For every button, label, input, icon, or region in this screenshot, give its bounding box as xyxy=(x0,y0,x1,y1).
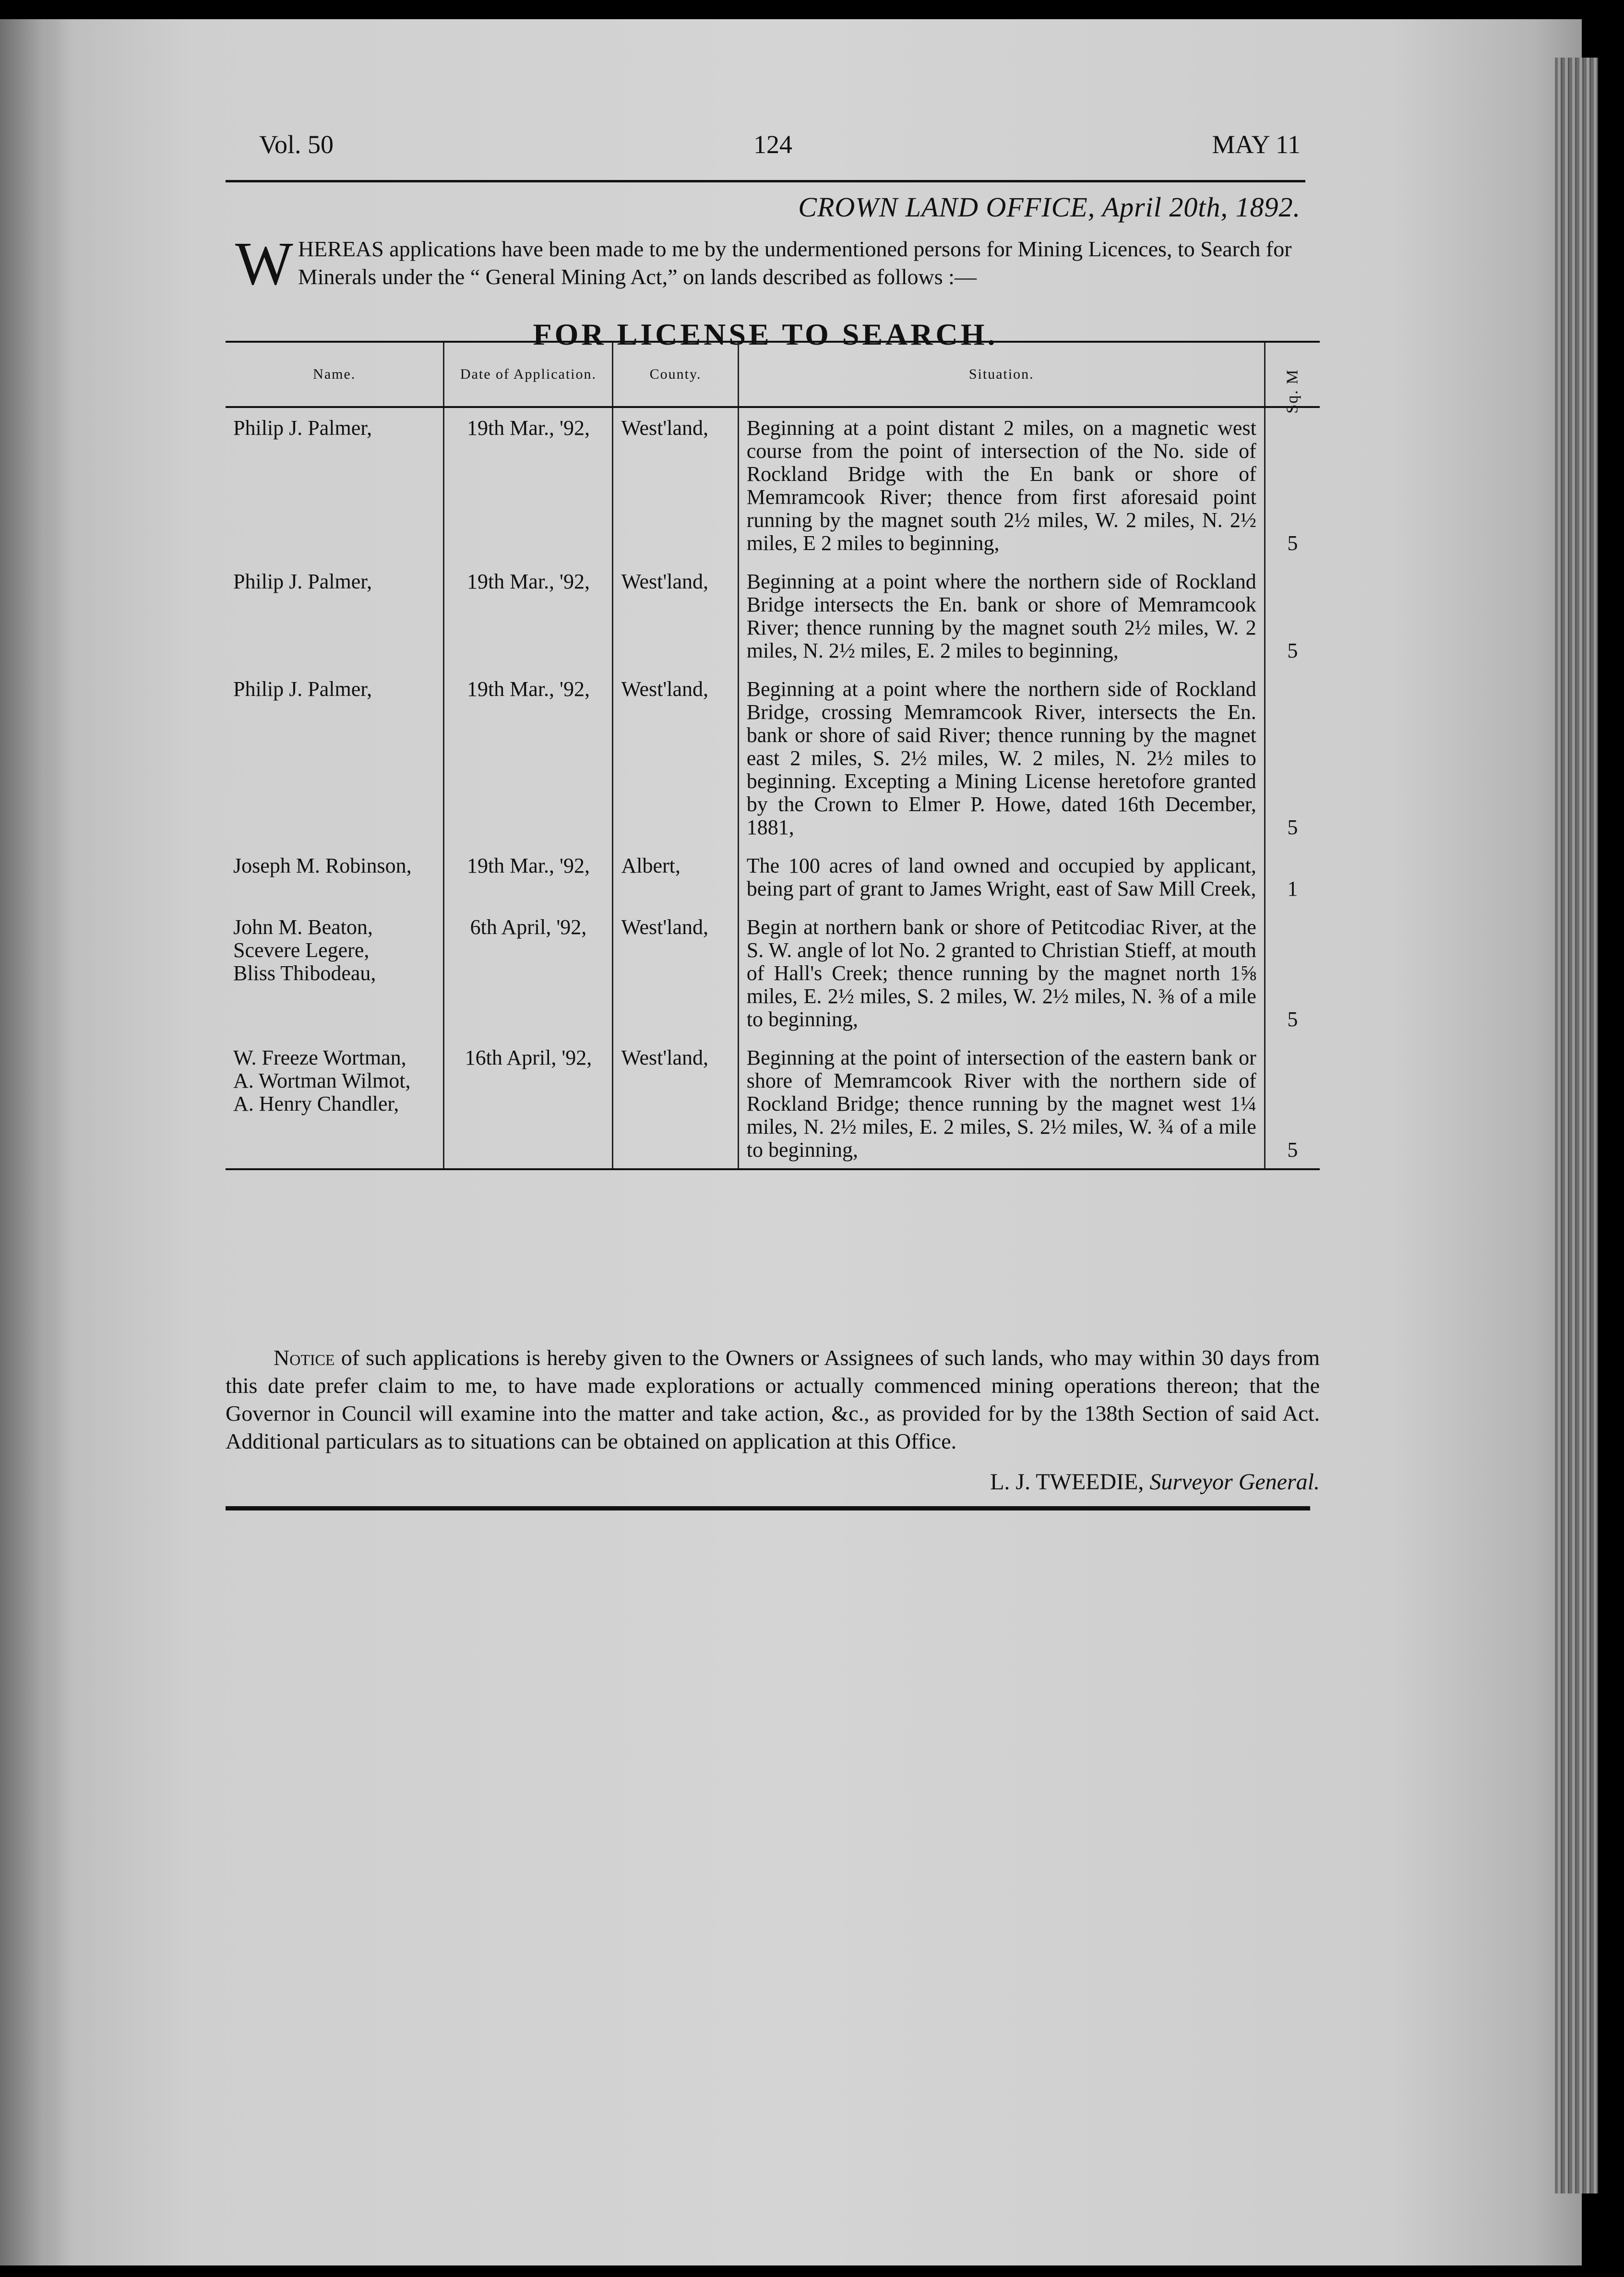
column-header-county: County. xyxy=(613,342,738,407)
cell-date: 6th April, '92, xyxy=(444,907,613,1038)
drop-cap: W xyxy=(235,229,293,298)
cell-situation: Beginning at the point of intersection of the eastern bank or shore of Memramcook River with the northern side of Rockland Bridge; thence running by the magnet west 1¼ miles, N. 2½ miles, E. 2 miles, S. 2½ miles, W. ¾ of a mile to beginning, xyxy=(738,1038,1265,1169)
applicant-name: W. Freeze Wortman, xyxy=(233,1046,406,1069)
notice-lead: Notice xyxy=(274,1345,335,1370)
volume-label: Vol. 50 xyxy=(259,130,334,159)
cell-county: West'land, xyxy=(621,677,709,701)
cell-situation: Begin at northern bank or shore of Petitcodiac River, at the S. W. angle of lot No. 2 granted to Christian Stieff, at mouth of Hall's Creek; thence running by the magnet north 1⅝ miles, E. 2½ miles, S. 2 miles, W. 2½ miles, N. ⅜ of a mile to beginning, xyxy=(738,907,1265,1038)
intro-paragraph xyxy=(235,229,1320,298)
cell-county: West'land, xyxy=(613,1038,738,1169)
column-header-situation: Situation. xyxy=(738,342,1265,407)
cell-name xyxy=(226,907,444,1038)
cell-county: West'land, xyxy=(621,570,709,593)
cell-situation: Beginning at a point where the northern side of Rockland Bridge intersects the En. bank or shore of Memramcook River; thence running by the magnet south 2½ miles, W. 2 miles, N. 2½ miles, E. 2 miles to beginning, xyxy=(738,562,1265,669)
cell-situation: Beginning at a point distant 2 miles, on a magnetic west course from the point of intersection of the No. side of Rockland Bridge with the En bank or shore of Memramcook River; thence from first aforesaid point running by the magnet south 2½ miles, W. 2 miles, N. 2½ miles, E 2 miles to beginning, xyxy=(738,407,1265,562)
cell-sq-miles: 5 xyxy=(1287,815,1298,839)
table-header-row xyxy=(226,342,1320,407)
column-header-sq xyxy=(1265,342,1320,414)
applicant-name: Philip J. Palmer, xyxy=(233,677,372,701)
cell-county: West'land, xyxy=(621,915,709,939)
signature xyxy=(990,1469,1320,1495)
book-spine-shadow xyxy=(0,19,72,2265)
cell-sq-miles: 5 xyxy=(1287,639,1298,662)
table-title: FOR LICENSE TO SEARCH. xyxy=(533,317,998,351)
header-rule xyxy=(226,180,1305,182)
applicant-name: John M. Beaton, xyxy=(233,915,373,939)
footer-rule xyxy=(226,1506,1310,1510)
cell-name xyxy=(226,562,444,669)
page-number: 124 xyxy=(753,130,792,159)
notice-paragraph xyxy=(226,1344,1320,1455)
cell-date: 19th Mar., '92, xyxy=(444,407,613,562)
applicant-name: Joseph M. Robinson, xyxy=(233,854,412,877)
cell-county: Albert, xyxy=(621,854,681,877)
table-row xyxy=(226,1038,1320,1169)
cell-date: 16th April, '92, xyxy=(444,1038,613,1169)
cell-situation: Beginning at a point where the northern side of Rockland Bridge, crossing Memramcook River, intersects the En. bank or shore of said River; thence running by the magnet east 2 miles, S. 2½ miles, W. 2 miles, N. 2½ miles to beginning. Excepting a Mining License heretofore granted by the Crown to Elmer P. Howe, dated 16th December, 1881, xyxy=(738,669,1265,846)
cell-name xyxy=(226,846,444,907)
office-line: CROWN LAND OFFICE, April 20th, 1892. xyxy=(798,192,1301,223)
cell-name xyxy=(226,407,444,562)
license-table xyxy=(226,341,1320,1170)
table-row xyxy=(226,407,1320,562)
applicant-name: Philip J. Palmer, xyxy=(233,416,372,440)
cell-sq-miles: 5 xyxy=(1287,1007,1298,1031)
table-row xyxy=(226,907,1320,1038)
table-row xyxy=(226,669,1320,846)
cell-sq-miles: 5 xyxy=(1287,531,1298,555)
applicant-name: Scevere Legere, xyxy=(233,938,370,962)
applicant-name: A. Wortman Wilmot, xyxy=(233,1069,411,1092)
cell-name xyxy=(226,1038,444,1169)
signature-name: L. J. TWEEDIE, xyxy=(990,1469,1144,1495)
notice-text: of such applications is hereby given to the Owners or Assignees of such lands, who may within 30 days from this date prefer claim to me, to have made explorations or actually commenced mining operations thereon; that the Governor in Council will examine into the matter and take action, &c., as provided for by the 138th Section of said Act. Additional particulars as to situations can be obtained on application at this Office. xyxy=(226,1345,1320,1453)
cell-date: 19th Mar., '92, xyxy=(444,669,613,846)
cell-date: 19th Mar., '92, xyxy=(444,562,613,669)
column-header-date: Date of Application. xyxy=(444,342,613,407)
issue-date: MAY 11 xyxy=(1212,130,1301,159)
table-row xyxy=(226,562,1320,669)
applicant-name: A. Henry Chandler, xyxy=(233,1092,399,1115)
gazette-content xyxy=(226,115,1329,1495)
cell-county: West'land, xyxy=(621,416,709,440)
column-header-name: Name. xyxy=(226,342,444,407)
signature-title: Surveyor General. xyxy=(1149,1469,1320,1495)
running-header xyxy=(226,115,1329,168)
intro-text: HEREAS applications have been made to me by the undermentioned persons for Mining Licences, to Search for Minerals under the “ General Mining Act,” on lands described as follows :— xyxy=(298,237,1292,289)
cell-sq-miles: 5 xyxy=(1265,1038,1320,1169)
applicant-name: Bliss Thibodeau, xyxy=(233,961,376,985)
cell-sq-miles: 1 xyxy=(1287,877,1298,900)
cell-name xyxy=(226,669,444,846)
cell-situation: The 100 acres of land owned and occupied by applicant, being part of grant to James Wright, east of Saw Mill Creek, xyxy=(738,846,1265,907)
cell-date: 19th Mar., '92, xyxy=(444,846,613,907)
sq-header-label: Sq. M xyxy=(1283,369,1302,414)
page-edge-stack xyxy=(1555,58,1598,2193)
applicant-name: Philip J. Palmer, xyxy=(233,570,372,593)
table-row xyxy=(226,846,1320,907)
